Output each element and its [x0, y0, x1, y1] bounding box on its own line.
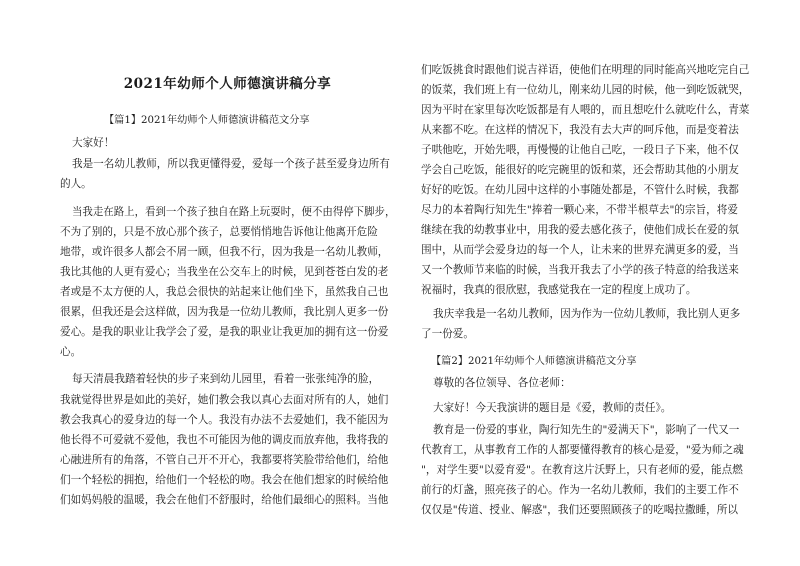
paragraph-line: 教会我真心的爱身边的每一个人。我没有办法不去爱她们，我不能因为	[60, 414, 389, 426]
paragraph-line: 们吃饭挑食时跟他们说吉祥语，使他们在明理的同时能高兴地吃完自己	[421, 64, 750, 76]
paragraph-line: 围中，从而学会爱身边的每一个人，让未来的世界充满更多的爱，当	[421, 244, 739, 256]
paragraph-line: 大家好！今天我演讲的题目是《爱，教师的责任》。	[433, 402, 672, 414]
paragraph-line: 心。	[60, 346, 82, 358]
paragraph-line: 学会自己吃饭，能很好的吃完碗里的饭和菜，还会帮助其他的小朋友	[421, 164, 739, 176]
paragraph-line: 大家好！	[72, 137, 115, 149]
paragraph-line: 的人。	[60, 178, 92, 190]
paragraph-line: 教育是一份爱的事业，陶行知先生的"爱满天下"，影响了一代又一	[433, 424, 740, 436]
paragraph-line: 不为了别的，只是不放心那个孩子，总要悄悄地告诉他让他离开危险	[60, 226, 378, 238]
paragraph-line: 又一个教师节来临的时候，当我开我去了小学的孩子特意的给我送来	[421, 264, 739, 276]
paragraph-line: 当我走在路上，看到一个孩子独自在路上玩耍时，便不由得停下脚步，	[72, 206, 396, 218]
paragraph-line: 心融进所有的角落，不管自己开不开心，我都要将笑脸带给他们，给他	[60, 454, 389, 466]
paragraph-line: 地带，或许很多人都会不屑一顾，但我不行，因为我是一名幼儿教师，	[60, 246, 389, 258]
paragraph-line: 代教育工，从事教育工作的人都要懂得教育的核心是爱，"爱为师之魂	[421, 444, 744, 456]
paragraph-line: 我就觉得世界是如此的美好，她们教会我以真心去面对所有的人，她们	[60, 394, 389, 406]
paragraph-line: 因为平时在家里每次吃饭都是有人喂的，而且想吃什么就吃什么，青菜	[421, 104, 750, 116]
paragraph-line: 们一个轻松的拥抱，给他们一个轻松的吻。我会在他们想家的时候给他	[60, 474, 389, 486]
paragraph-line: 祝福时，我真的很欣慰，我感觉我在一定的程度上成功了。	[421, 284, 697, 296]
paragraph-line: 我庆幸我是一名幼儿教师，因为作为一位幼儿教师，我比别人更多	[433, 308, 741, 320]
paragraph-line: 尊敬的各位领导、各位老师：	[433, 377, 571, 389]
paragraph-line: "，对学生要"以爱育爱"。在教育这片沃野上，只有老师的爱，能点燃	[421, 464, 743, 476]
section-heading-2: 【篇2】2021年幼师个人师德演讲稿范文分享	[431, 356, 637, 367]
paragraph-line: 爱心。是我的职业让我学会了爱，是我的职业让我更加的拥有这一份爱	[60, 326, 389, 338]
paragraph-line: 仅仅是"传道、授业、解惑"，我们还要照顾孩子的吃喝拉撒睡，所以	[421, 504, 738, 516]
paragraph-line: 们如妈妈般的温暖，我会在他们不舒服时，给他们最细心的照料。当他	[60, 494, 389, 506]
paragraph-line: 我是一名幼儿教师，所以我更懂得爱，爱每一个孩子甚至爱身边所有	[72, 158, 390, 170]
paragraph-line: 我比其他的人更有爱心；当我坐在公交车上的时候，见到苍苍白发的老	[60, 266, 389, 278]
paragraph-line: 了一份爱。	[421, 328, 474, 340]
document-title: 2021年幼师个人师德演讲稿分享	[123, 76, 332, 92]
paragraph-line: 他长得不可爱就不爱他，我也不可能因为他的调皮而放弃他，我将我的	[60, 434, 389, 446]
paragraph-line: 尽力的本着陶行知先生"捧着一颗心来，不带半根草去"的宗旨，将爱	[421, 204, 738, 216]
paragraph-line: 子哄他吃，开始先喂，再慢慢的让他自己吃，一段日子下来，他不仅	[421, 144, 739, 156]
paragraph-line: 的饭菜，我们班上有一位幼儿，刚来幼儿园的时候，他一到吃饭就哭，	[421, 84, 750, 96]
paragraph-line: 好好的吃饭。在幼儿园中这样的小事随处都是，不管什么时候，我都	[421, 184, 739, 196]
paragraph-line: 者或是不太方便的人，我总会很快的站起来让他们坐下，虽然我自己也	[60, 286, 389, 298]
section-heading-1: 【篇1】2021年幼师个人师德演讲稿范文分享	[104, 115, 310, 126]
paragraph-line: 继续在我的幼教事业中，用我的爱去感化孩子，使他们成长在爱的氛	[421, 224, 739, 236]
paragraph-line: 从来都不吃。在这样的情况下，我没有去大声的呵斥他，而是变着法	[421, 124, 739, 136]
paragraph-line: 每天清晨我踏着轻快的步子来到幼儿园里，看着一张张纯净的脸，	[72, 373, 380, 385]
paragraph-line: 很累，但我还是会这样做，因为我是一位幼儿教师，我比别人更多一份	[60, 306, 389, 318]
paragraph-line: 前行的灯盏，照亮孩子的心。作为一名幼儿教师，我们的主要工作不	[421, 484, 739, 496]
